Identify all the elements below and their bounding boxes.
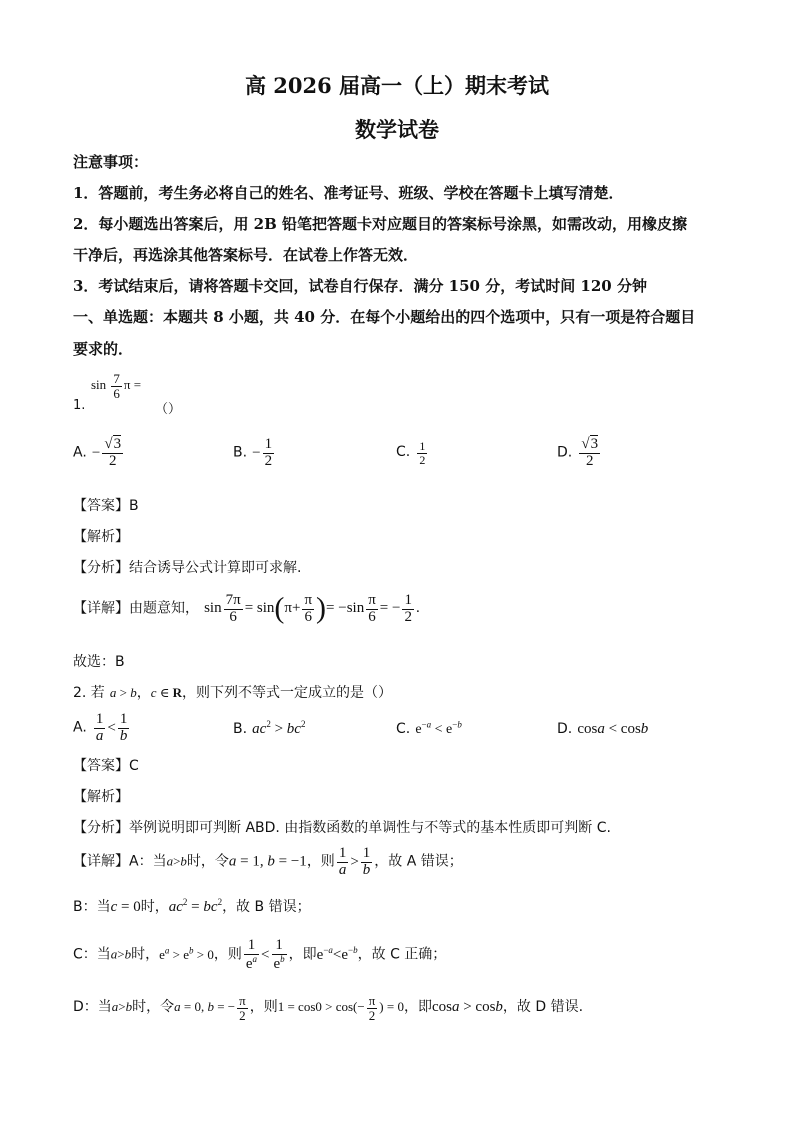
q1-option-b-value: − $\frac{1}{2}$: [252, 436, 273, 469]
notes-heading: 注意事项：: [73, 153, 149, 171]
q2-jiexi: 【解析】: [73, 789, 129, 805]
q2-detail-d-chain: 1 = cos0 > cos(− $\frac{\pi}{2}$ ) = 0: [277, 993, 404, 1023]
notes-line-2b: 干净后，再选涂其他答案标号．在试卷上作答无效．: [73, 246, 419, 264]
q2-option-a-label: A.: [73, 719, 87, 736]
q1-detail-prefix: 【详解】由题意知，: [73, 600, 199, 617]
notes-line-3: 3．考试结束后，请将答题卡交回，试卷自行保存．满分 150 分，考试时间 120 分钟: [73, 277, 647, 295]
q1-option-b: [233, 437, 276, 470]
q1-option-a-value: − $\frac{√3}{2}$: [91, 436, 122, 469]
q1-analysis: 【分析】结合诱导公式计算即可求解.: [73, 560, 302, 576]
q1-option-a: [73, 437, 125, 470]
q2-answer: 【答案】C: [73, 758, 139, 774]
q1-stem-suffix: （）: [155, 402, 182, 417]
q2-detail-c-mid1: 时，: [131, 946, 160, 963]
q2-option-b-value: $ac^2 > bc^2$: [252, 719, 306, 737]
q2-detail-c-ineq1: $e^a > e^b > 0$: [159, 945, 214, 962]
section-line-2: 要求的．: [73, 340, 134, 358]
q1-jiexi: 【解析】: [73, 529, 129, 545]
q2-detail-d-suffix: ，故 D 错误.: [502, 999, 584, 1016]
q2-detail-d-mid3: ，即: [403, 999, 432, 1016]
q2-detail-c-mid2: ，则: [213, 946, 242, 963]
q2-detail-a-result: $\frac{1}{a}$ > $\frac{1}{b}$: [338, 845, 371, 878]
q2-analysis: 【分析】举例说明即可判断 ABD. 由指数函数的单调性与不等式的基本性质即可判断 C.: [73, 820, 611, 836]
q1-detail: [73, 592, 420, 626]
q2-detail-b-mid: 时，: [140, 899, 169, 915]
q2-option-c: [396, 718, 462, 738]
q2-detail-a-mid1: 时，令: [186, 853, 229, 870]
q2-stem-prefix: 2. 若: [73, 685, 105, 701]
q2-detail-a-suffix: ，故 A 错误；: [374, 853, 463, 870]
q2-detail-c-suffix: ，故 C 正确；: [357, 946, 447, 963]
q2-detail-a-cond: a>b: [166, 853, 187, 869]
q2-detail-d-values: a = 0, b = − $\frac{\pi}{2}$: [174, 993, 246, 1023]
q2-option-b-label: B.: [233, 721, 248, 737]
q1-option-c-label: C.: [396, 443, 411, 460]
q2-option-c-label: C.: [396, 721, 411, 737]
q1-option-b-label: B.: [233, 444, 248, 461]
q1-option-a-label: A.: [73, 444, 87, 461]
q2-detail-b-cond: c = 0: [110, 899, 141, 915]
q2-detail-b-result: $ac^2 = bc^2$: [168, 897, 223, 915]
q1-formula: sin $\frac{7}{6}$ π =: [91, 371, 142, 401]
q1-number: 1.: [73, 398, 86, 413]
q2-detail-b: [73, 896, 311, 916]
q1-detail-formula: sin $\frac{7\pi}{6}$ = sin(π+ $\frac{\pi}{6}$ )= −sin $\frac{\pi}{6}$ = − $\frac{1}{2}$ .: [204, 591, 420, 625]
q2-detail-c-mid3: ，即: [288, 946, 317, 963]
q1-option-d-label: D.: [557, 444, 573, 461]
q2-stem: [73, 682, 392, 702]
q1-option-d: [557, 437, 602, 470]
q2-stem-mid: ，: [136, 685, 151, 701]
exam-title: 高 2026 届高一（上）期末考试: [244, 73, 550, 98]
q2-detail-a-prefix: 【详解】A：当: [73, 853, 167, 870]
q2-option-c-value: $e^{-a} < e^{-b}$: [415, 719, 462, 737]
notes-line-2a: 2．每小题选出答案后，用 2B 铅笔把答题卡对应题目的答案标号涂黑，如需改动，用橡皮擦: [73, 215, 688, 233]
q2-condition-2: c ∈ R: [150, 685, 183, 700]
q1-option-c: [396, 440, 429, 466]
q2-option-b: [233, 718, 305, 738]
q2-detail-d-mid1: 时，令: [132, 999, 175, 1016]
q2-stem-suffix: ，则下列不等式一定成立的是（）: [182, 685, 393, 701]
q2-detail-d-mid2: ，则: [249, 999, 278, 1016]
q2-detail-d-cond: a>b: [111, 999, 133, 1015]
q1-conclusion: 故选：B: [73, 654, 125, 670]
q2-detail-a: [73, 846, 463, 879]
q2-detail-a-mid2: ，则: [306, 853, 335, 870]
q2-detail-b-prefix: B：当: [73, 899, 111, 915]
q1-option-d-value: $\frac{√3}{2}$: [581, 436, 599, 469]
q2-detail-d-prefix: D：当: [73, 999, 112, 1016]
section-line-1: 一、单选题：本题共 8 小题，共 40 分．在每个小题给出的四个选项中，只有一项是符合题目: [73, 308, 696, 326]
q2-option-d: [557, 718, 648, 738]
q2-option-a: [73, 712, 131, 745]
q1-option-c-value: $\frac{1}{2}$: [419, 439, 426, 467]
q2-detail-c-cond: a>b: [110, 946, 132, 962]
q2-detail-d: [73, 994, 583, 1022]
notes-line-1: 1．答题前，考生务必将自己的姓名、准考证号、班级、学校在答题卡上填写清楚．: [73, 184, 624, 202]
q1-answer: 【答案】B: [73, 498, 139, 514]
q2-detail-d-result: cosa > cosb: [431, 999, 503, 1016]
q2-option-a-value: $\frac{1}{a}$ < $\frac{1}{b}$: [95, 711, 128, 744]
q2-condition-1: a > b: [109, 685, 137, 700]
q2-detail-a-values: a = 1, b = −1: [228, 853, 307, 870]
q2-detail-c-ineq2: $\frac{1}{e^a}$ < $\frac{1}{e^b}$: [245, 937, 285, 972]
q2-option-d-value: cosa < cosb: [577, 721, 649, 737]
q2-detail-c-ineq3: $e^{-a}<e^{-b}$: [316, 944, 358, 963]
q2-detail-c: [73, 938, 446, 973]
q2-detail-b-suffix: ，故 B 错误；: [222, 899, 311, 915]
q2-option-d-label: D.: [557, 721, 573, 737]
exam-subtitle: 数学试卷: [355, 117, 439, 142]
q2-detail-c-prefix: C：当: [73, 946, 111, 963]
